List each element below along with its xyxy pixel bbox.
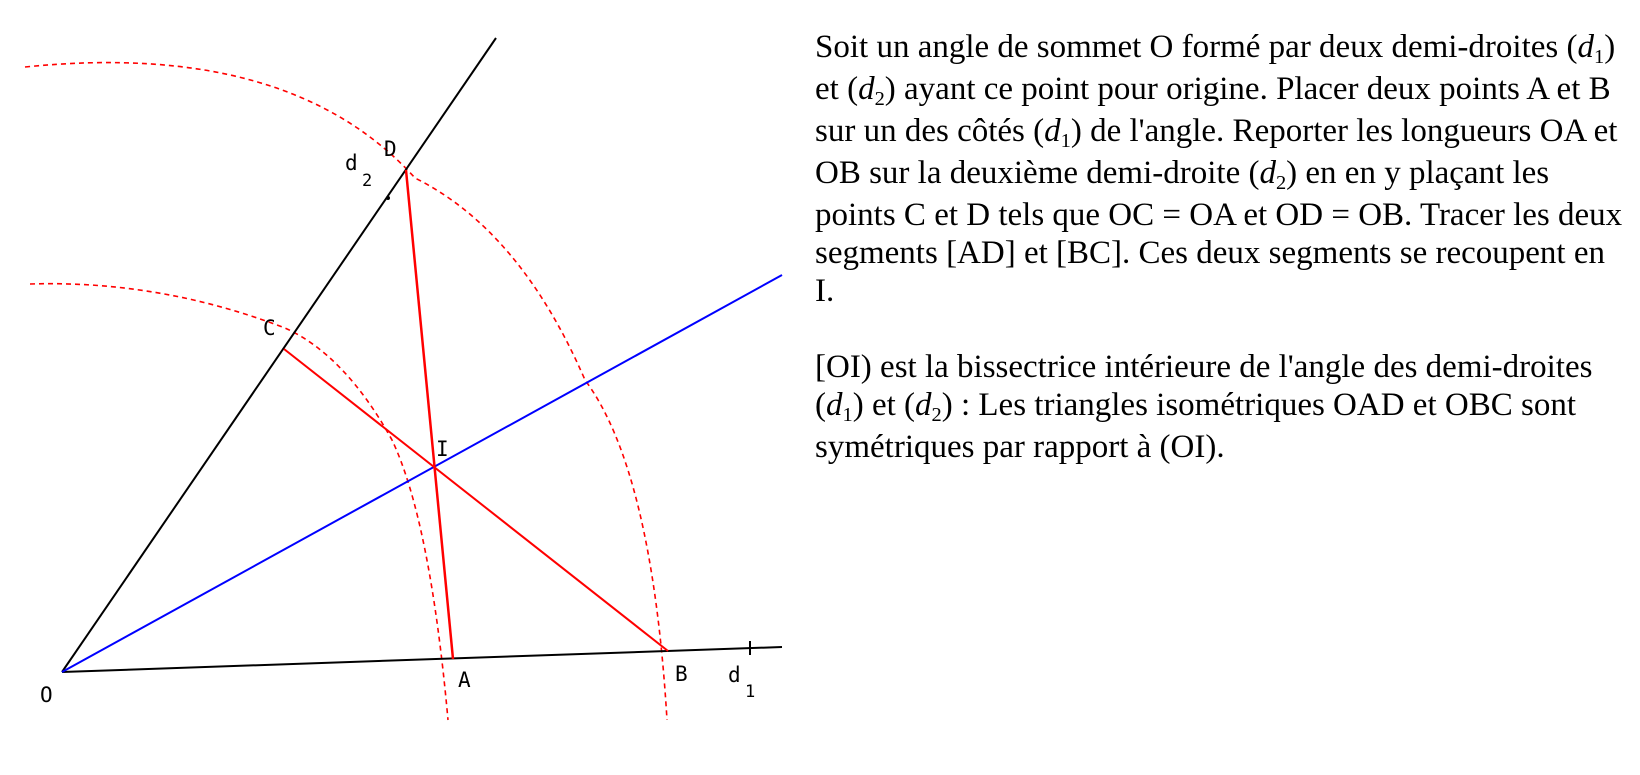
- text-run: ) ayant ce point pour origine. Placer deux points A et B sur un des côtés (: [815, 71, 1611, 149]
- math-subscript: 1: [842, 404, 853, 427]
- label-d1: d: [728, 663, 741, 687]
- label-point-c: C: [263, 316, 276, 340]
- math-subscript: 1: [1060, 130, 1071, 153]
- math-d1: d: [1577, 29, 1594, 65]
- half-line-d1: [62, 647, 782, 672]
- text-run: ) et (: [852, 387, 916, 423]
- math-subscript: 2: [1275, 172, 1287, 195]
- explanation-text: [815, 28, 1630, 466]
- math-d2: d: [1259, 155, 1276, 191]
- label-d2: d: [345, 151, 358, 175]
- math-d1: d: [1044, 113, 1061, 149]
- label-point-b: B: [675, 662, 688, 686]
- math-subscript: 1: [1593, 46, 1605, 69]
- label-d1-subscript: 1: [745, 682, 756, 702]
- label-point-i: I: [436, 437, 449, 461]
- paragraph-conclusion: [815, 348, 1630, 466]
- text-run: ) de l'angle. Reporter les longueurs OA et OB sur la deuxième demi-droite (: [815, 113, 1618, 191]
- math-subscript: 2: [874, 88, 885, 111]
- label-point-o: O: [40, 683, 53, 707]
- text-run: ) : Les triangles isométriques OAD et OBC sont symétriques par rapport à (OI).: [815, 387, 1576, 465]
- label-d2-subscript: 2: [362, 171, 373, 191]
- text-run: ) en en y plaçant les points C et D tels que OC = OA et OD = OB. Tracer les deux segments [AD] et [BC]. Ces deux segments se recoupent en I.: [815, 155, 1623, 309]
- point-marker-d2: [386, 196, 390, 200]
- text-run: Soit un angle de sommet O formé par deux demi-droites (: [815, 29, 1578, 65]
- math-d1: d: [826, 387, 843, 423]
- segment-bc: [284, 349, 668, 651]
- text-run: [OI) est la bissectrice intérieure de l'angle des demi-droites (: [815, 349, 1593, 423]
- segment-ad: [406, 170, 453, 659]
- math-d2: d: [915, 387, 932, 423]
- label-point-a: A: [458, 668, 471, 692]
- math-subscript: 2: [931, 404, 942, 427]
- math-d2: d: [858, 71, 875, 107]
- label-point-d: D: [384, 137, 397, 161]
- text-run: ) et (: [815, 29, 1616, 107]
- half-line-d2: [62, 38, 496, 672]
- paragraph-construction: [815, 28, 1630, 310]
